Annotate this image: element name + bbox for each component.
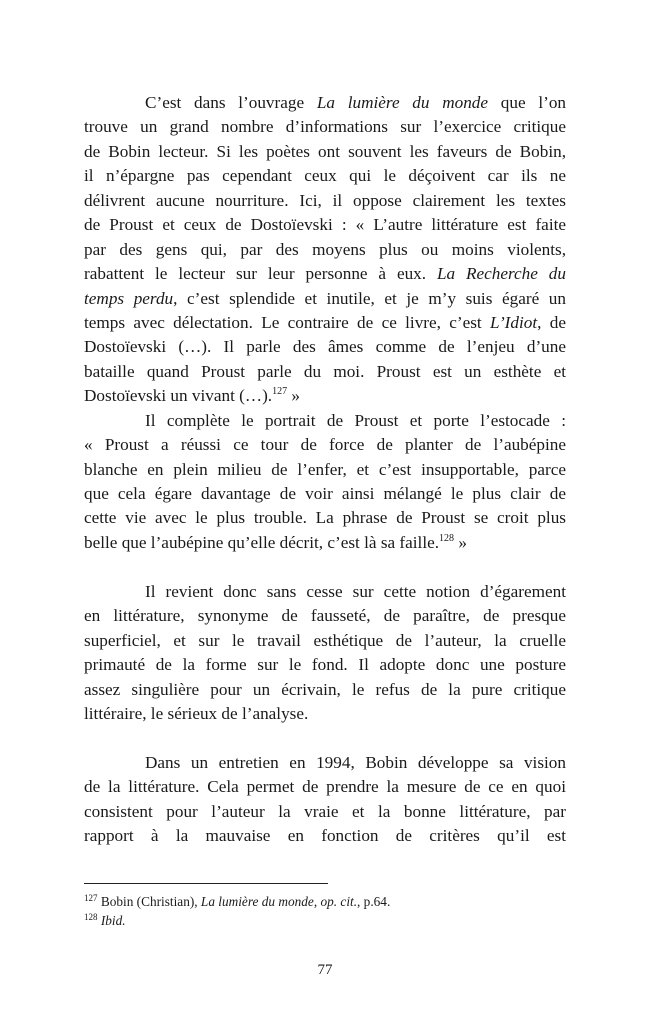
text-line — [84, 629, 566, 653]
text-line — [84, 91, 566, 115]
text-line — [84, 287, 566, 311]
body-text — [84, 91, 566, 849]
italic-title: L’Idiot — [490, 312, 538, 332]
text-run: rapport à la mauvaise en fonction de critères qu’il est — [84, 826, 566, 846]
text-run: assez singulière pour un écrivain, le refus de la pure critique — [84, 679, 566, 699]
text-run: par des gens qui, par des moyens plus ou moins violents, — [84, 239, 566, 259]
text-run: rabattent le lecteur sur leur personne à eux. — [84, 264, 437, 284]
text-line — [84, 115, 566, 139]
text-line — [84, 189, 566, 213]
text-run: de Bobin lecteur. Si les poètes ont souvent les faveurs de Bobin, — [84, 141, 566, 161]
italic-title: La lumière du monde — [316, 93, 489, 112]
blank-line — [84, 555, 566, 579]
text-run: , c’est splendide et inutile, et je m’y suis égaré un — [173, 288, 566, 308]
text-run: en littérature, synonyme de fausseté, de paraître, de presque — [84, 606, 566, 626]
text-run: primauté de la forme sur le fond. Il adopte donc une posture — [84, 655, 566, 675]
text-line — [84, 384, 566, 408]
text-run: « Proust a réussi ce tour de force de planter de l’aubépine — [84, 435, 566, 455]
text-run: consistent pour l’auteur la vraie et la bonne littérature, par — [84, 801, 566, 821]
text-line — [84, 360, 566, 384]
page-number: 77 — [317, 962, 333, 978]
text-run: Il revient donc sans cesse sur cette notion d’égarement — [145, 581, 566, 601]
text-line — [84, 653, 566, 677]
text-line — [84, 751, 566, 775]
footnote-number: 128 — [84, 912, 98, 922]
text-run: superficiel, et sur le travail esthétique de l’auteur, la cruelle — [84, 630, 566, 650]
text-run: C’est dans l’ouvrage — [145, 93, 317, 112]
footnote-text: Ibid. — [100, 913, 126, 928]
text-run: blanche en plein milieu de l’enfer, et c’est insupportable, parce — [84, 459, 566, 479]
footnotes — [84, 892, 390, 930]
text-run: délivrent aucune nourriture. Ici, il oppose clairement les textes — [84, 190, 566, 210]
text-line — [84, 775, 566, 799]
text-run: temps avec délectation. Le contraire de ce livre, c’est — [84, 312, 491, 332]
text-run: cette vie avec le plus trouble. La phrase de Proust se croit plus — [84, 508, 566, 528]
text-line — [84, 702, 566, 726]
text-run: , de — [537, 312, 566, 332]
footnote-ref: 127 — [272, 386, 288, 398]
text-run: de la littérature. Cela permet de prendre la mesure de ce en quoi — [84, 777, 566, 797]
text-run: Dans un entretien en 1994, Bobin développe sa vision — [145, 752, 566, 772]
text-run: belle que l’aubépine qu’elle décrit, c’est là sa faille. — [84, 532, 440, 552]
text-run: trouve un grand nombre d’informations sur l’exercice critique — [84, 117, 566, 137]
text-run: » — [454, 532, 467, 552]
footnote-ref: 128 — [439, 532, 455, 544]
footnote-text: , — [313, 894, 321, 909]
text-line — [84, 262, 566, 286]
text-line — [84, 580, 566, 604]
text-line — [84, 164, 566, 188]
text-line — [84, 678, 566, 702]
footnote-127 — [84, 892, 390, 911]
text-line — [84, 604, 566, 628]
footnote-text: Bobin (Christian), — [100, 894, 201, 909]
text-line — [84, 311, 566, 335]
footnote-number: 127 — [84, 893, 98, 903]
footnote-text: op. cit. — [320, 894, 358, 909]
footnote-separator — [84, 883, 328, 884]
text-line — [84, 409, 566, 433]
text-line — [84, 824, 566, 848]
footnote-128 — [84, 911, 390, 930]
text-run: » — [287, 386, 300, 406]
footnote-title: La lumière du monde — [200, 894, 314, 909]
text-run: que l’on — [488, 93, 567, 112]
text-run: Dostoïevski (…). Il parle des âmes comme de l’enjeu d’une — [84, 337, 566, 357]
text-line — [84, 506, 566, 530]
text-run: de Proust et ceux de Dostoïevski : « L’autre littérature est faite — [84, 215, 566, 235]
text-line — [84, 482, 566, 506]
text-line — [84, 433, 566, 457]
text-line — [84, 335, 566, 359]
italic-title: temps perdu — [84, 288, 174, 308]
text-run: que cela égare davantage de voir ainsi mélangé le plus clair de — [84, 484, 566, 503]
text-run: Il complète le portrait de Proust et porte l’estocade : — [145, 410, 566, 430]
text-line — [84, 800, 566, 824]
text-line — [84, 458, 566, 482]
text-run: Dostoïevski un vivant (…). — [84, 386, 273, 406]
text-line — [84, 238, 566, 262]
text-run: littéraire, le sérieux de l’analyse. — [84, 703, 309, 723]
text-line — [84, 140, 566, 164]
text-run: bataille quand Proust parle du moi. Proust est un esthète et — [84, 361, 566, 381]
text-line — [84, 531, 566, 555]
text-line — [84, 213, 566, 237]
text-run: il n’épargne pas cependant ceux qui le déçoivent car ils ne — [84, 166, 566, 186]
italic-title: La Recherche du — [436, 264, 566, 284]
blank-line — [84, 726, 566, 750]
footnote-text: , p.64. — [357, 894, 391, 909]
